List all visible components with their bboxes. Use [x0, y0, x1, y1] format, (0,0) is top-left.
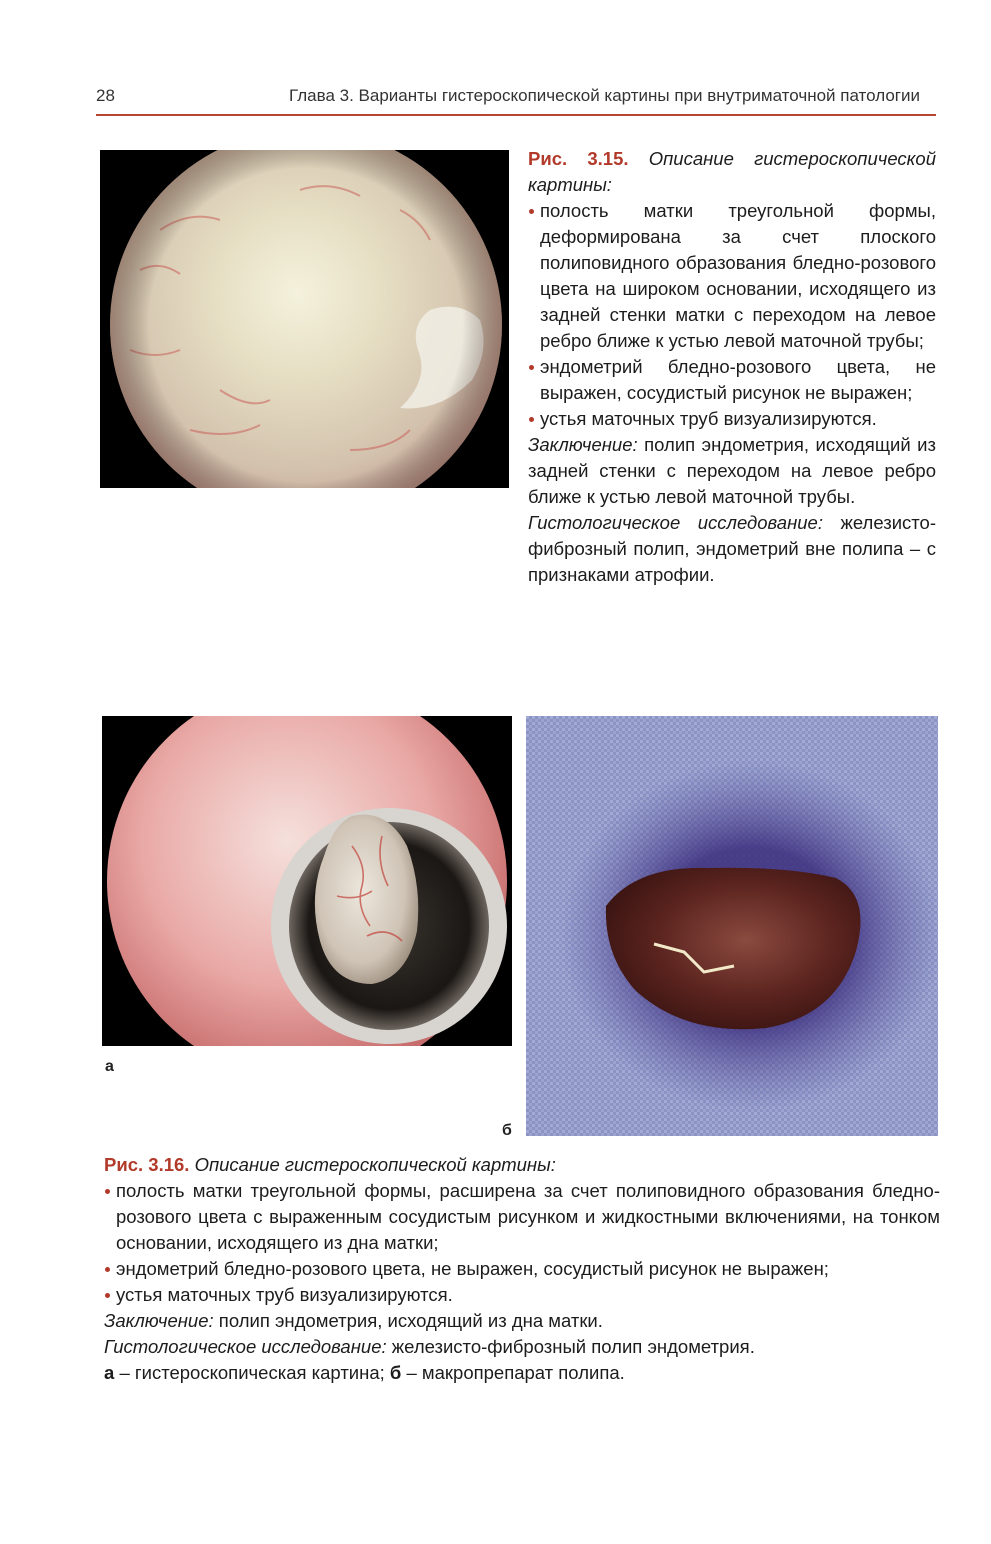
histology-text: железисто-фиброзный полип эндометрия. [391, 1336, 755, 1357]
list-item: полость матки треугольной формы, расширена за счет полиповидного образования бледно-розового цвета с выраженным сосудистым рисунком и жидкостными включениями, на тонком основании, исходящего из дна матки; [104, 1178, 940, 1256]
figure-3-15-histology [528, 510, 936, 588]
legend-a-text: – гистероскопическая картина; [119, 1362, 385, 1383]
figure-3-16b-specimen-image [526, 716, 938, 1136]
list-item: устья маточных труб визуализируются. [528, 406, 936, 432]
figure-3-15-heading [528, 146, 936, 198]
figure-3-16-number: Рис. 3.16. [104, 1154, 190, 1175]
header-rule [96, 114, 936, 116]
figure-3-16-caption [104, 1152, 940, 1386]
running-header [96, 82, 936, 112]
conclusion-label: Заключение: [104, 1310, 214, 1331]
figure-3-15-conclusion [528, 432, 936, 510]
list-item: устья маточных труб визуализируются. [104, 1282, 940, 1308]
figure-3-16-bullet-list [104, 1178, 940, 1308]
legend-b-letter: б [389, 1362, 402, 1383]
figure-3-15-title: Описание гистероскопической картины: [528, 148, 936, 195]
histology-label: Гистологическое исследование: [104, 1336, 387, 1357]
running-title: Глава 3. Варианты гистероскопической картины при внутриматочной патологии [289, 86, 920, 105]
histology-label: Гистологическое исследование: [528, 512, 823, 533]
histology-text: железисто-фиброзный полип, эндометрий вне полипа – с признаками атрофии. [528, 512, 936, 585]
figure-3-15-hysteroscopy-image [100, 150, 509, 488]
panel-label-a: а [105, 1058, 114, 1075]
figure-3-16a-hysteroscopy-image [102, 716, 512, 1046]
conclusion-text: полип эндометрия, исходящий из дна матки. [218, 1310, 603, 1331]
figure-3-16-heading [104, 1152, 940, 1178]
figure-3-16-title: Описание гистероскопической картины: [194, 1154, 556, 1175]
list-item: эндометрий бледно-розового цвета, не выражен, сосудистый рисунок не выражен; [528, 354, 936, 406]
page-number: 28 [96, 86, 115, 105]
legend-a-letter: а [104, 1362, 115, 1383]
figure-3-16-panel-legend [104, 1360, 940, 1386]
panel-label-b: б [502, 1122, 512, 1139]
figure-3-15-number: Рис. 3.15. [528, 148, 629, 169]
legend-b-text: – макропрепарат полипа. [406, 1362, 625, 1383]
figure-3-16-conclusion [104, 1308, 940, 1334]
figure-3-16-histology [104, 1334, 940, 1360]
conclusion-label: Заключение: [528, 434, 638, 455]
figure-3-15-bullet-list [528, 198, 936, 432]
figure-3-15-caption [528, 146, 936, 588]
list-item: эндометрий бледно-розового цвета, не выражен, сосудистый рисунок не выражен; [104, 1256, 940, 1282]
list-item: полость матки треугольной формы, деформирована за счет плоского полиповидного образования бледно-розового цвета на широком основании, исходящего из задней стенки матки с переходом на левое ребро ближе к устью левой маточной трубы; [528, 198, 936, 354]
conclusion-text: полип эндометрия, исходящий из задней стенки с переходом на левое ребро ближе к устью левой маточной трубы. [528, 434, 936, 507]
